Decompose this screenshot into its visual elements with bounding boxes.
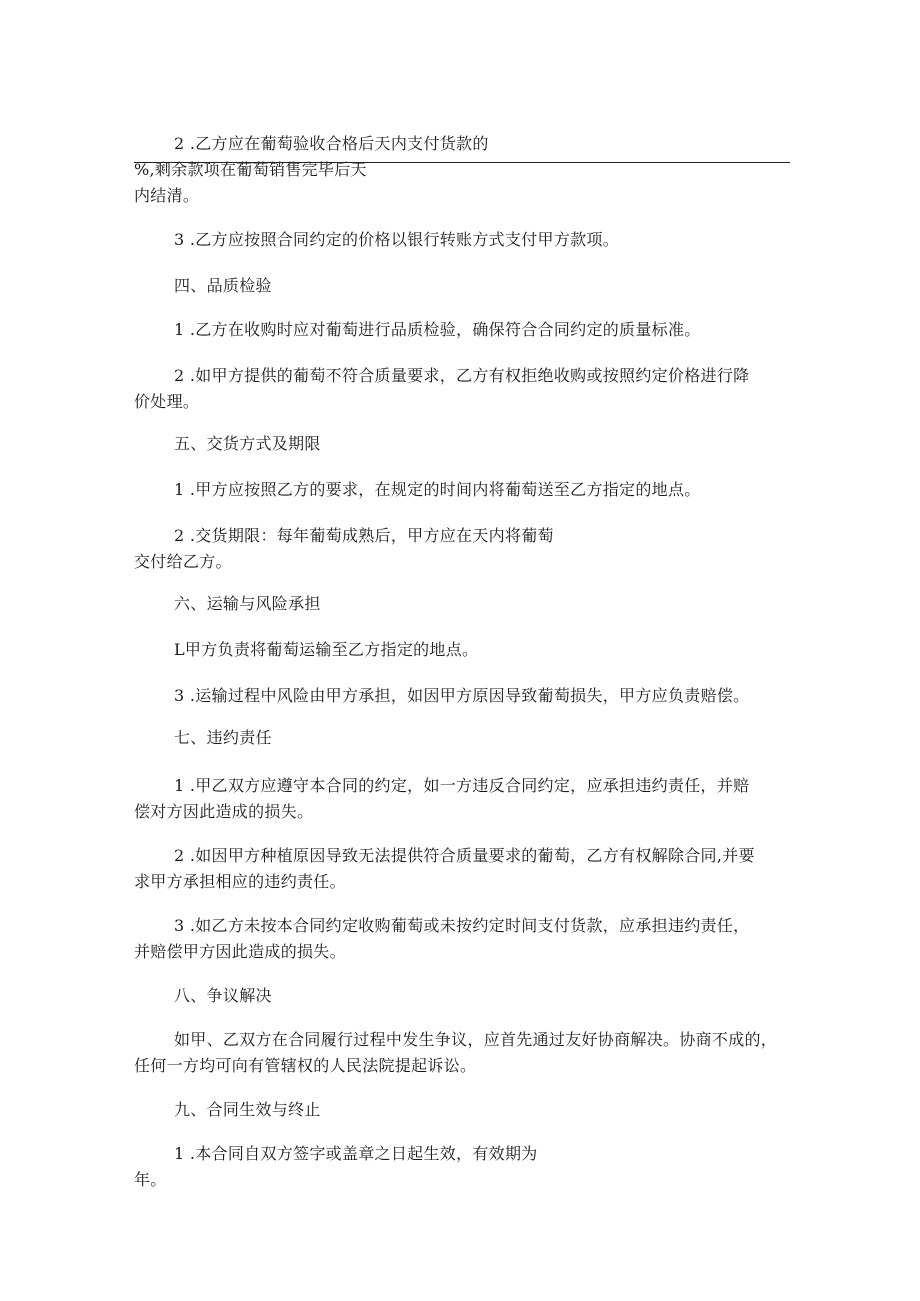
clause-9-1-line-2: 年。 [134,1170,167,1189]
clause-7-2-line-2: 求甲方承担相应的违约责任。 [134,872,346,891]
fill-in-underline [134,162,790,163]
section-heading-liability: 七、违约责任 [174,728,272,747]
clause-7-3-line-2: 并赔偿甲方因此造成的损失。 [134,942,346,961]
section-heading-quality-inspection: 四、品质检验 [174,276,272,295]
clause-3-3: 3 .乙方应按照合同约定的价格以银行转账方式支付甲方款项。 [174,230,620,249]
dispute-paragraph-line-1: 如甲、乙双方在合同履行过程中发生争议，应首先通过友好协商解决。协商不成的， [174,1030,778,1049]
section-heading-dispute: 八、争议解决 [174,986,272,1005]
section-heading-effect-termination: 九、合同生效与终止 [174,1100,321,1119]
clause-7-1-line-2: 偿对方因此造成的损失。 [134,802,314,821]
clause-7-2-line-1: 2 .如因甲方种植原因导致无法提供符合质量要求的葡萄，乙方有权解除合同,并要 [174,846,755,865]
clause-3-2-line-1: 2 .乙方应在葡萄验收合格后天内支付货款的 [174,134,489,153]
clause-5-1: 1 .甲方应按照乙方的要求，在规定的时间内将葡萄送至乙方指定的地点。 [174,480,701,499]
section-heading-transport-risk: 六、运输与风险承担 [174,594,321,613]
clause-4-2-line-1: 2 .如甲方提供的葡萄不符合质量要求，乙方有权拒绝收购或按照约定价格进行降 [174,366,750,385]
clause-6-3: 3 .运输过程中风险由甲方承担，如因甲方原因导致葡萄损失，甲方应负责赔偿。 [174,686,750,705]
clause-7-1-line-1: 1 .甲乙双方应遵守本合同的约定，如一方违反合同约定，应承担违约责任，并赔 [174,776,750,795]
clause-6-1: L甲方负责将葡萄运输至乙方指定的地点。 [174,640,479,659]
section-heading-delivery: 五、交货方式及期限 [174,434,321,453]
dispute-paragraph-line-2: 任何一方均可向有管辖权的人民法院提起诉讼。 [134,1056,477,1075]
clause-3-2-line-2: %,剩余款项在葡萄销售完毕后天 [134,160,367,179]
clause-7-3-line-1: 3 .如乙方未按本合同约定收购葡萄或未按约定时间支付货款，应承担违约责任， [174,916,750,935]
clause-5-2-line-2: 交付给乙方。 [134,552,232,571]
clause-4-1: 1 .乙方在收购时应对葡萄进行品质检验，确保符合合同约定的质量标准。 [174,320,701,339]
clause-9-1-line-1: 1 .本合同自双方签字或盖章之日起生效，有效期为 [174,1144,538,1163]
clause-5-2-line-1: 2 .交货期限：每年葡萄成熟后，甲方应在天内将葡萄 [174,526,554,545]
clause-4-2-line-2: 价处理。 [134,392,200,411]
clause-3-2-line-3: 内结清。 [134,186,200,205]
